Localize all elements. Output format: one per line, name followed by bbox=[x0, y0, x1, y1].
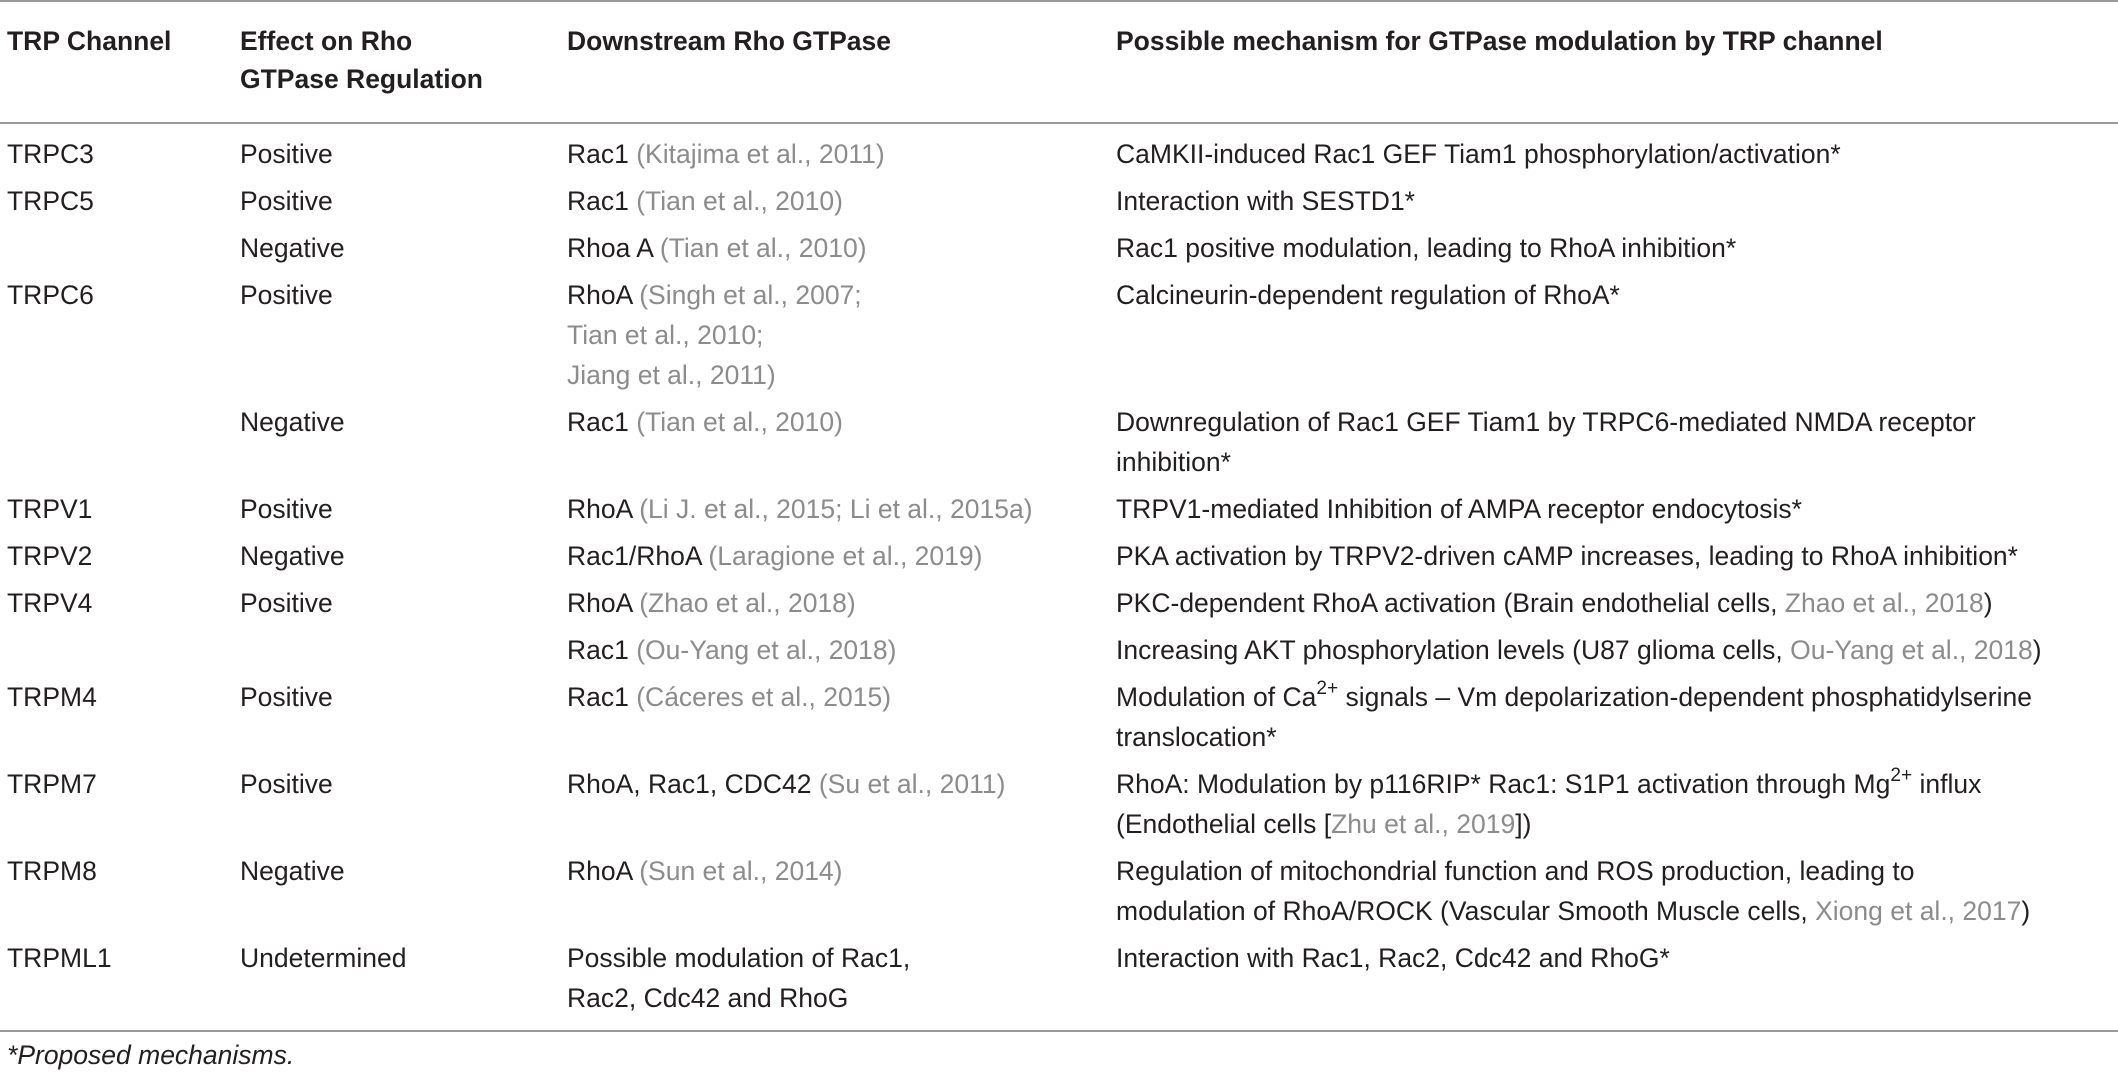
header-downstream-gtpase: Downstream Rho GTPase bbox=[567, 1, 1116, 123]
cell-effect: Positive bbox=[240, 769, 333, 799]
header-effect-line1: Effect on Rho bbox=[240, 26, 413, 56]
cell-effect: Positive bbox=[240, 186, 333, 216]
header-trp-channel: TRP Channel bbox=[0, 1, 240, 123]
mechanism-text: PKC-dependent RhoA activation (Brain endothelial cells, bbox=[1116, 588, 1785, 618]
table-row bbox=[0, 228, 2118, 275]
citation-link[interactable]: (Sun et al., 2014) bbox=[639, 856, 843, 886]
header-effect-line2: GTPase Regulation bbox=[240, 64, 483, 94]
citation-link[interactable]: (Tian et al., 2010) bbox=[659, 233, 867, 263]
table-footnote: *Proposed mechanisms. bbox=[7, 1040, 295, 1070]
citation-link[interactable]: (Su et al., 2011) bbox=[818, 769, 1006, 799]
citation-link[interactable]: (Singh et al., 2007; bbox=[639, 280, 862, 310]
gtpase-name: Rac1 bbox=[567, 407, 637, 437]
mechanism-text: (Endothelial cells [ bbox=[1116, 809, 1332, 839]
cell-gtpase bbox=[567, 228, 1116, 275]
mechanism-line: Downregulation of Rac1 GEF Tiam1 by TRPC6-mediated NMDA receptor bbox=[1116, 407, 1976, 437]
header-effect bbox=[240, 1, 567, 123]
citation-link[interactable]: (Cáceres et al., 2015) bbox=[636, 682, 892, 712]
cell-gtpase bbox=[567, 938, 1116, 1031]
cell-channel bbox=[0, 402, 240, 489]
citation-link[interactable]: Ou-Yang et al., 2018 bbox=[1790, 635, 2033, 665]
cell-mechanism: Interaction with SESTD1* bbox=[1116, 186, 1415, 216]
table-row bbox=[0, 123, 2118, 181]
cell-effect: Negative bbox=[240, 233, 345, 263]
cell-gtpase bbox=[567, 489, 1116, 536]
cell-mechanism bbox=[1116, 677, 2118, 764]
cell-channel: TRPC6 bbox=[7, 280, 94, 310]
mechanism-text-end: ) bbox=[1983, 588, 1993, 618]
cell-channel: TRPV2 bbox=[7, 541, 93, 571]
gtpase-name: Rac1 bbox=[567, 635, 637, 665]
citation-link[interactable]: (Li J. et al., 2015; Li et al., 2015a) bbox=[639, 494, 1033, 524]
citation-link[interactable]: Xiong et al., 2017 bbox=[1815, 896, 2022, 926]
citation-link[interactable]: Jiang et al., 2011) bbox=[567, 360, 776, 390]
table-row bbox=[0, 489, 2118, 536]
gtpase-name: RhoA bbox=[567, 280, 640, 310]
gtpase-line: Rac2, Cdc42 and RhoG bbox=[567, 983, 849, 1013]
table-row bbox=[0, 181, 2118, 228]
cell-mechanism: CaMKII-induced Rac1 GEF Tiam1 phosphorylation/activation* bbox=[1116, 139, 1841, 169]
citation-link[interactable]: Zhu et al., 2019 bbox=[1331, 809, 1516, 839]
cell-effect: Negative bbox=[240, 407, 345, 437]
mechanism-line bbox=[1116, 764, 2118, 804]
cell-gtpase bbox=[567, 630, 1116, 677]
cell-channel: TRPM7 bbox=[7, 769, 97, 799]
gtpase-line bbox=[567, 275, 1116, 315]
cell-mechanism: Interaction with Rac1, Rac2, Cdc42 and RhoG* bbox=[1116, 938, 2118, 1031]
cell-channel bbox=[0, 228, 240, 275]
cell-channel: TRPM8 bbox=[7, 856, 97, 886]
cell-mechanism bbox=[1116, 764, 2118, 851]
table-row bbox=[0, 851, 2118, 938]
mechanism-line: inhibition* bbox=[1116, 447, 1231, 477]
cell-effect: Positive bbox=[240, 494, 333, 524]
gtpase-name: RhoA, Rac1, CDC42 bbox=[567, 769, 819, 799]
cell-gtpase bbox=[567, 764, 1116, 851]
mechanism-text-end: ) bbox=[2021, 896, 2031, 926]
cell-channel: TRPV4 bbox=[7, 588, 93, 618]
header-mechanism: Possible mechanism for GTPase modulation by TRP channel bbox=[1116, 1, 2118, 123]
cell-gtpase bbox=[567, 123, 1116, 181]
gtpase-name: RhoA bbox=[567, 856, 640, 886]
superscript-charge: 2+ bbox=[1316, 678, 1339, 700]
cell-mechanism: Calcineurin-dependent regulation of RhoA* bbox=[1116, 280, 1620, 310]
cell-effect: Positive bbox=[240, 588, 333, 618]
cell-channel bbox=[0, 630, 240, 677]
gtpase-name: Rac1/RhoA bbox=[567, 541, 709, 571]
mechanism-line: translocation* bbox=[1116, 722, 1277, 752]
table-row bbox=[0, 938, 2118, 1031]
header-row bbox=[0, 1, 2118, 123]
mechanism-text: Increasing AKT phosphorylation levels (U87 glioma cells, bbox=[1116, 635, 1791, 665]
cell-mechanism bbox=[1116, 583, 2118, 630]
mechanism-text-end: ) bbox=[2032, 635, 2042, 665]
gtpase-name: RhoA bbox=[567, 588, 640, 618]
cell-channel: TRPML1 bbox=[0, 938, 240, 1031]
cell-mechanism: TRPV1-mediated Inhibition of AMPA receptor endocytosis* bbox=[1116, 494, 1802, 524]
citation-link[interactable]: Zhao et al., 2018 bbox=[1784, 588, 1984, 618]
citation-link[interactable]: (Zhao et al., 2018) bbox=[639, 588, 856, 618]
cell-channel: TRPV1 bbox=[7, 494, 93, 524]
mechanism-text-after: signals – Vm depolarization-dependent phosphatidylserine bbox=[1338, 682, 2032, 712]
cell-effect: Positive bbox=[240, 280, 333, 310]
cell-mechanism bbox=[1116, 402, 2118, 489]
cell-gtpase bbox=[567, 583, 1116, 630]
cell-effect: Undetermined bbox=[240, 938, 567, 1031]
citation-link[interactable]: (Tian et al., 2010) bbox=[636, 407, 843, 437]
cell-effect bbox=[240, 630, 567, 677]
table-row bbox=[0, 630, 2118, 677]
cell-mechanism bbox=[1116, 851, 2118, 938]
cell-mechanism bbox=[1116, 630, 2118, 677]
mechanism-text-after: influx bbox=[1912, 769, 1982, 799]
table-row bbox=[0, 583, 2118, 630]
table-row bbox=[0, 275, 2118, 402]
mechanism-text-end: ]) bbox=[1515, 809, 1532, 839]
cell-channel: TRPM4 bbox=[7, 682, 97, 712]
cell-mechanism: PKA activation by TRPV2-driven cAMP increases, leading to RhoA inhibition* bbox=[1116, 541, 2018, 571]
citation-link[interactable]: (Laragione et al., 2019) bbox=[708, 541, 983, 571]
mechanism-text: Modulation of Ca bbox=[1116, 682, 1317, 712]
cell-gtpase bbox=[567, 677, 1116, 764]
mechanism-line: Regulation of mitochondrial function and ROS production, leading to bbox=[1116, 856, 1915, 886]
citation-link[interactable]: (Ou-Yang et al., 2018) bbox=[636, 635, 897, 665]
cell-gtpase bbox=[567, 851, 1116, 938]
table-row bbox=[0, 677, 2118, 764]
table-row bbox=[0, 764, 2118, 851]
cell-gtpase bbox=[567, 181, 1116, 228]
gtpase-name: Rac1 bbox=[567, 682, 637, 712]
cell-gtpase bbox=[567, 536, 1116, 583]
gtpase-name: Rhoa A bbox=[567, 233, 660, 263]
citation-link[interactable]: Tian et al., 2010; bbox=[567, 320, 764, 350]
citation-link[interactable]: (Kitajima et al., 2011) bbox=[636, 139, 885, 169]
cell-effect: Positive bbox=[240, 682, 333, 712]
mechanism-line bbox=[1116, 804, 2118, 844]
mechanism-text: RhoA: Modulation by p116RIP* Rac1: S1P1 activation through Mg bbox=[1116, 769, 1891, 799]
table-row bbox=[0, 536, 2118, 583]
cell-gtpase bbox=[567, 275, 1116, 402]
cell-channel: TRPC5 bbox=[7, 186, 94, 216]
mechanism-text: modulation of RhoA/ROCK (Vascular Smooth Muscle cells, bbox=[1116, 896, 1816, 926]
mechanism-line bbox=[1116, 677, 2118, 717]
gtpase-name: RhoA bbox=[567, 494, 640, 524]
cell-channel: TRPC3 bbox=[7, 139, 94, 169]
table-row bbox=[0, 402, 2118, 489]
cell-gtpase bbox=[567, 402, 1116, 489]
gtpase-line: Possible modulation of Rac1, bbox=[567, 943, 911, 973]
mechanism-line bbox=[1116, 891, 2118, 931]
cell-mechanism: Rac1 positive modulation, leading to RhoA inhibition* bbox=[1116, 233, 1737, 263]
cell-effect: Negative bbox=[240, 856, 345, 886]
gtpase-name: Rac1 bbox=[567, 139, 637, 169]
superscript-charge: 2+ bbox=[1890, 765, 1913, 787]
citation-link[interactable]: (Tian et al., 2010) bbox=[636, 186, 843, 216]
cell-effect: Negative bbox=[240, 541, 345, 571]
cell-effect: Positive bbox=[240, 139, 333, 169]
gtpase-name: Rac1 bbox=[567, 186, 637, 216]
